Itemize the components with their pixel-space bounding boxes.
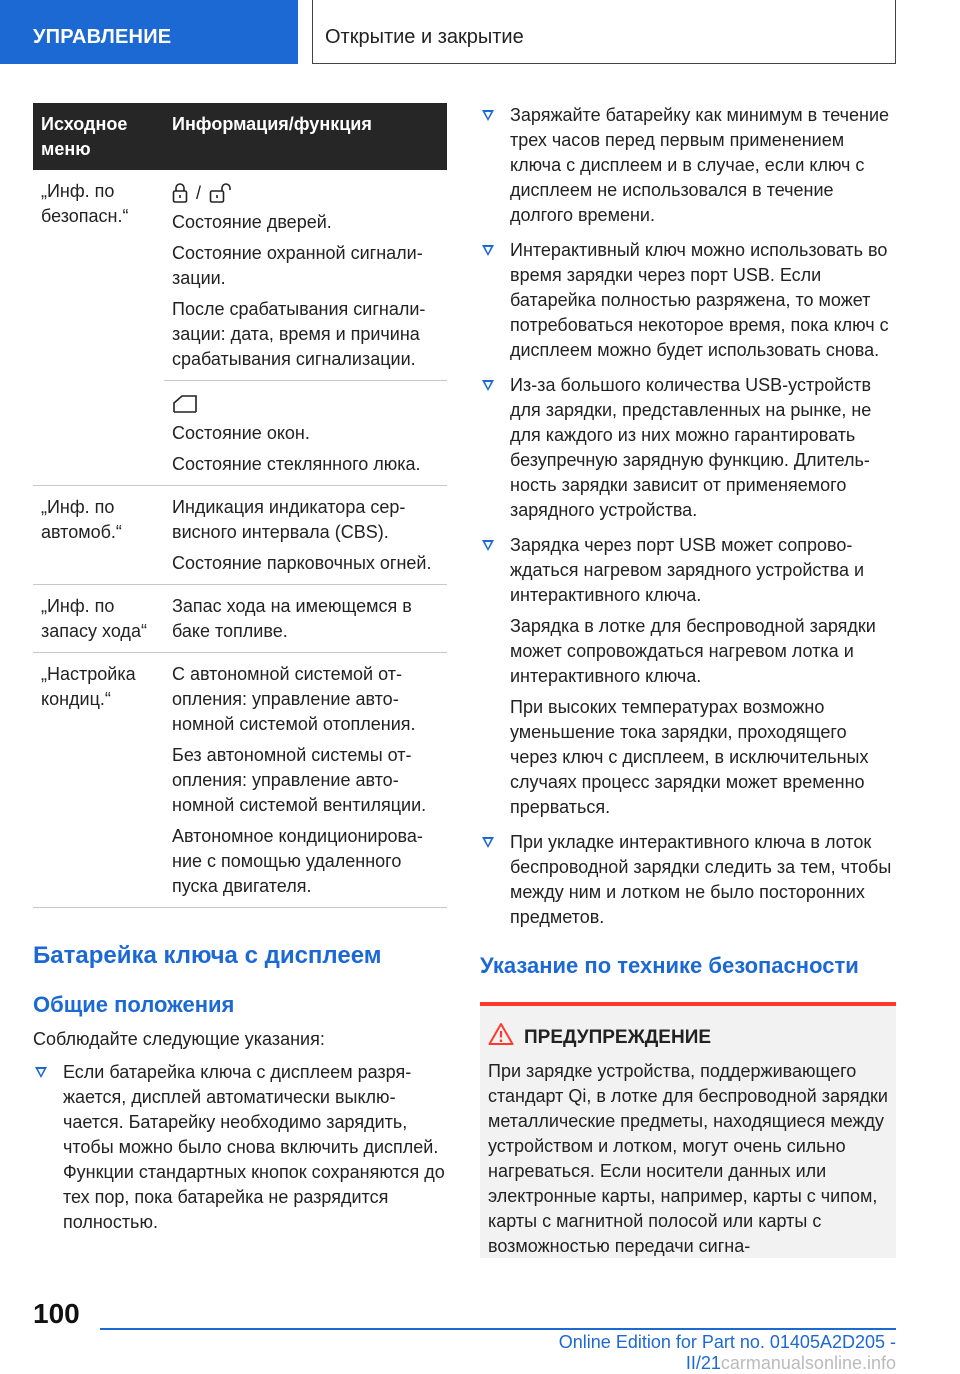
table-text: Состояние дверей. xyxy=(172,212,332,232)
bullet-triangle-icon xyxy=(482,380,494,391)
warning-text: При зарядке устройства, поддерживающего стандарт Qi, в лотке для беспроводной зарядки металлические предметы, находящиеся между устройством и лотком, могут очень сильно нагреваться. Если носители данных или электронные карты, например, карты с чипом, карты с магнитной полосой или карты с возможностью передачи сигна- xyxy=(488,1061,888,1256)
list-item: При укладке интерактивного ключа в лоток беспроводной зарядки следить за тем, чтобы между ним и лотком не было посторонних предметов. xyxy=(480,830,896,930)
warning-title: ПРЕДУПРЕЖДЕНИЕ xyxy=(524,1027,712,1048)
lock-closed-icon xyxy=(172,182,188,204)
subsection-title: Общие положения xyxy=(33,992,235,1017)
table-cell-menu: „Настройка кондиц.“ xyxy=(33,653,164,908)
table-text: С автономной системой отопления: управление автономной системой отопления. xyxy=(172,664,416,734)
table-header-menu: Исходное меню xyxy=(33,103,164,170)
menu-info-table xyxy=(33,103,447,908)
table-text: Состояние охранной сигнализации. xyxy=(172,243,423,288)
footer-edition xyxy=(490,1332,896,1374)
right-column xyxy=(480,103,896,1258)
bullet-triangle-icon xyxy=(482,245,494,256)
table-cell-menu xyxy=(33,381,164,486)
list-item-paragraph: Зарядка в лотке для беспроводной зарядки может сопровождаться нагревом лотка и интерактивного ключа. xyxy=(510,616,876,686)
list-item: Зарядка через порт USB может сопровождаться нагревом зарядного устройства и интерактивного ключа. Зарядка в лотке для беспроводной зарядки может сопровождаться нагревом лотка и интерактивного ключа. При высоких температурах возможно уменьшение тока зарядки, проходящего через ключ с дисплеем, в исключительных случаях процесс зарядки может временно прерваться. xyxy=(480,533,896,820)
window-icon xyxy=(172,393,198,415)
table-cell-info xyxy=(164,381,447,486)
table-text: Запас хода на имеющемся в баке топливе. xyxy=(172,596,412,641)
bullet-triangle-icon xyxy=(482,110,494,121)
table-cell-menu: „Инф. по автомоб.“ xyxy=(33,486,164,585)
list-item: Интерактивный ключ можно использовать во время зарядки через порт USB. Если батарейка полностью разряжена, то может потребоваться некоторое время, пока ключ с дисплеем можно будет использовать снова. xyxy=(480,238,896,363)
table-text: Без автономной системы отопления: управление автономной системой вентиляции. xyxy=(172,745,427,815)
table-cell-menu: „Инф. по запасу хода“ xyxy=(33,585,164,653)
warning-header xyxy=(488,1022,888,1053)
safety-section-title: Указание по технике безопасности xyxy=(480,953,859,978)
bullet-triangle-icon xyxy=(35,1067,47,1078)
table-text: После срабатывания сигнализации: дата, время и причина срабатывания сигнализации. xyxy=(172,299,426,369)
table-header-function: Информация/функция xyxy=(164,103,447,170)
list-item: Из-за большого количества USB-устройств для зарядки, представленных на рынке, не для каждого из них можно гарантировать безупречную зарядную функцию. Длительность зарядки зависит от применяемого зарядного устройства. xyxy=(480,373,896,523)
table-text: Состояние парковочных огней. xyxy=(172,553,432,573)
page-number: 100 xyxy=(33,1298,80,1329)
table-cell-info xyxy=(164,486,447,585)
table-header-row xyxy=(33,103,447,170)
footer-divider xyxy=(100,1328,896,1330)
warning-triangle-icon xyxy=(488,1022,514,1053)
table-row xyxy=(33,170,447,381)
bullet-triangle-icon xyxy=(482,540,494,551)
table-text: Состояние окон. xyxy=(172,423,310,443)
table-cell-menu: „Инф. по безопасн.“ xyxy=(41,181,129,226)
table-row xyxy=(33,585,447,653)
left-column xyxy=(33,103,447,1245)
section-title: Батарейка ключа с дисплеем xyxy=(33,942,382,969)
table-text: Автономное кондиционирование с помощью удаленного пуска двигателя. xyxy=(172,826,423,896)
table-cell-info xyxy=(164,653,447,908)
table-cell-info xyxy=(164,585,447,653)
list-item: Заряжайте батарейку как минимум в течение трех часов перед первым применением ключа с дисплеем и в случае, если ключ с дисплеем не использовался в течение долгого времени. xyxy=(480,103,896,228)
door-lock-icons xyxy=(172,179,439,207)
section-tab: УПРАВЛЕНИЕ xyxy=(0,0,298,64)
warning-box xyxy=(480,1002,896,1258)
table-text: Состояние стеклянного люка. xyxy=(172,454,421,474)
lock-open-icon xyxy=(209,182,235,204)
page-header-title: Открытие и закрытие xyxy=(312,0,896,64)
table-cell-info xyxy=(164,170,447,381)
table-row xyxy=(33,486,447,585)
icon-separator: / xyxy=(196,182,202,203)
list-item-paragraph: При высоких температурах возможно уменьшение тока зарядки, проходящего через ключ с дисплеем, в исключительных случаях процесс зарядки может временно прерваться. xyxy=(510,697,869,817)
left-bullet-list xyxy=(33,1060,447,1235)
watermark-text: carmanualsonline.info xyxy=(720,1353,896,1373)
window-icons xyxy=(172,390,439,418)
bullet-triangle-icon xyxy=(482,837,494,848)
table-row xyxy=(33,653,447,908)
table-row xyxy=(33,381,447,486)
table-text: Индикация индикатора сервисного интервала (CBS). xyxy=(172,497,406,542)
intro-text: Соблюдайте следующие указания: xyxy=(33,1029,325,1049)
edition-text: Online Edition for Part no. 01405A2D205 - II/21 xyxy=(558,1332,896,1373)
right-bullet-list xyxy=(480,103,896,930)
list-item: Если батарейка ключа с дисплеем разряжается, дисплей автоматически выключается. Батарейку необходимо зарядить, чтобы можно было снова включить дисплей. Функции стандартных кнопок сохраняются до тех пор, пока батарейка не разрядится полностью. xyxy=(33,1060,447,1235)
